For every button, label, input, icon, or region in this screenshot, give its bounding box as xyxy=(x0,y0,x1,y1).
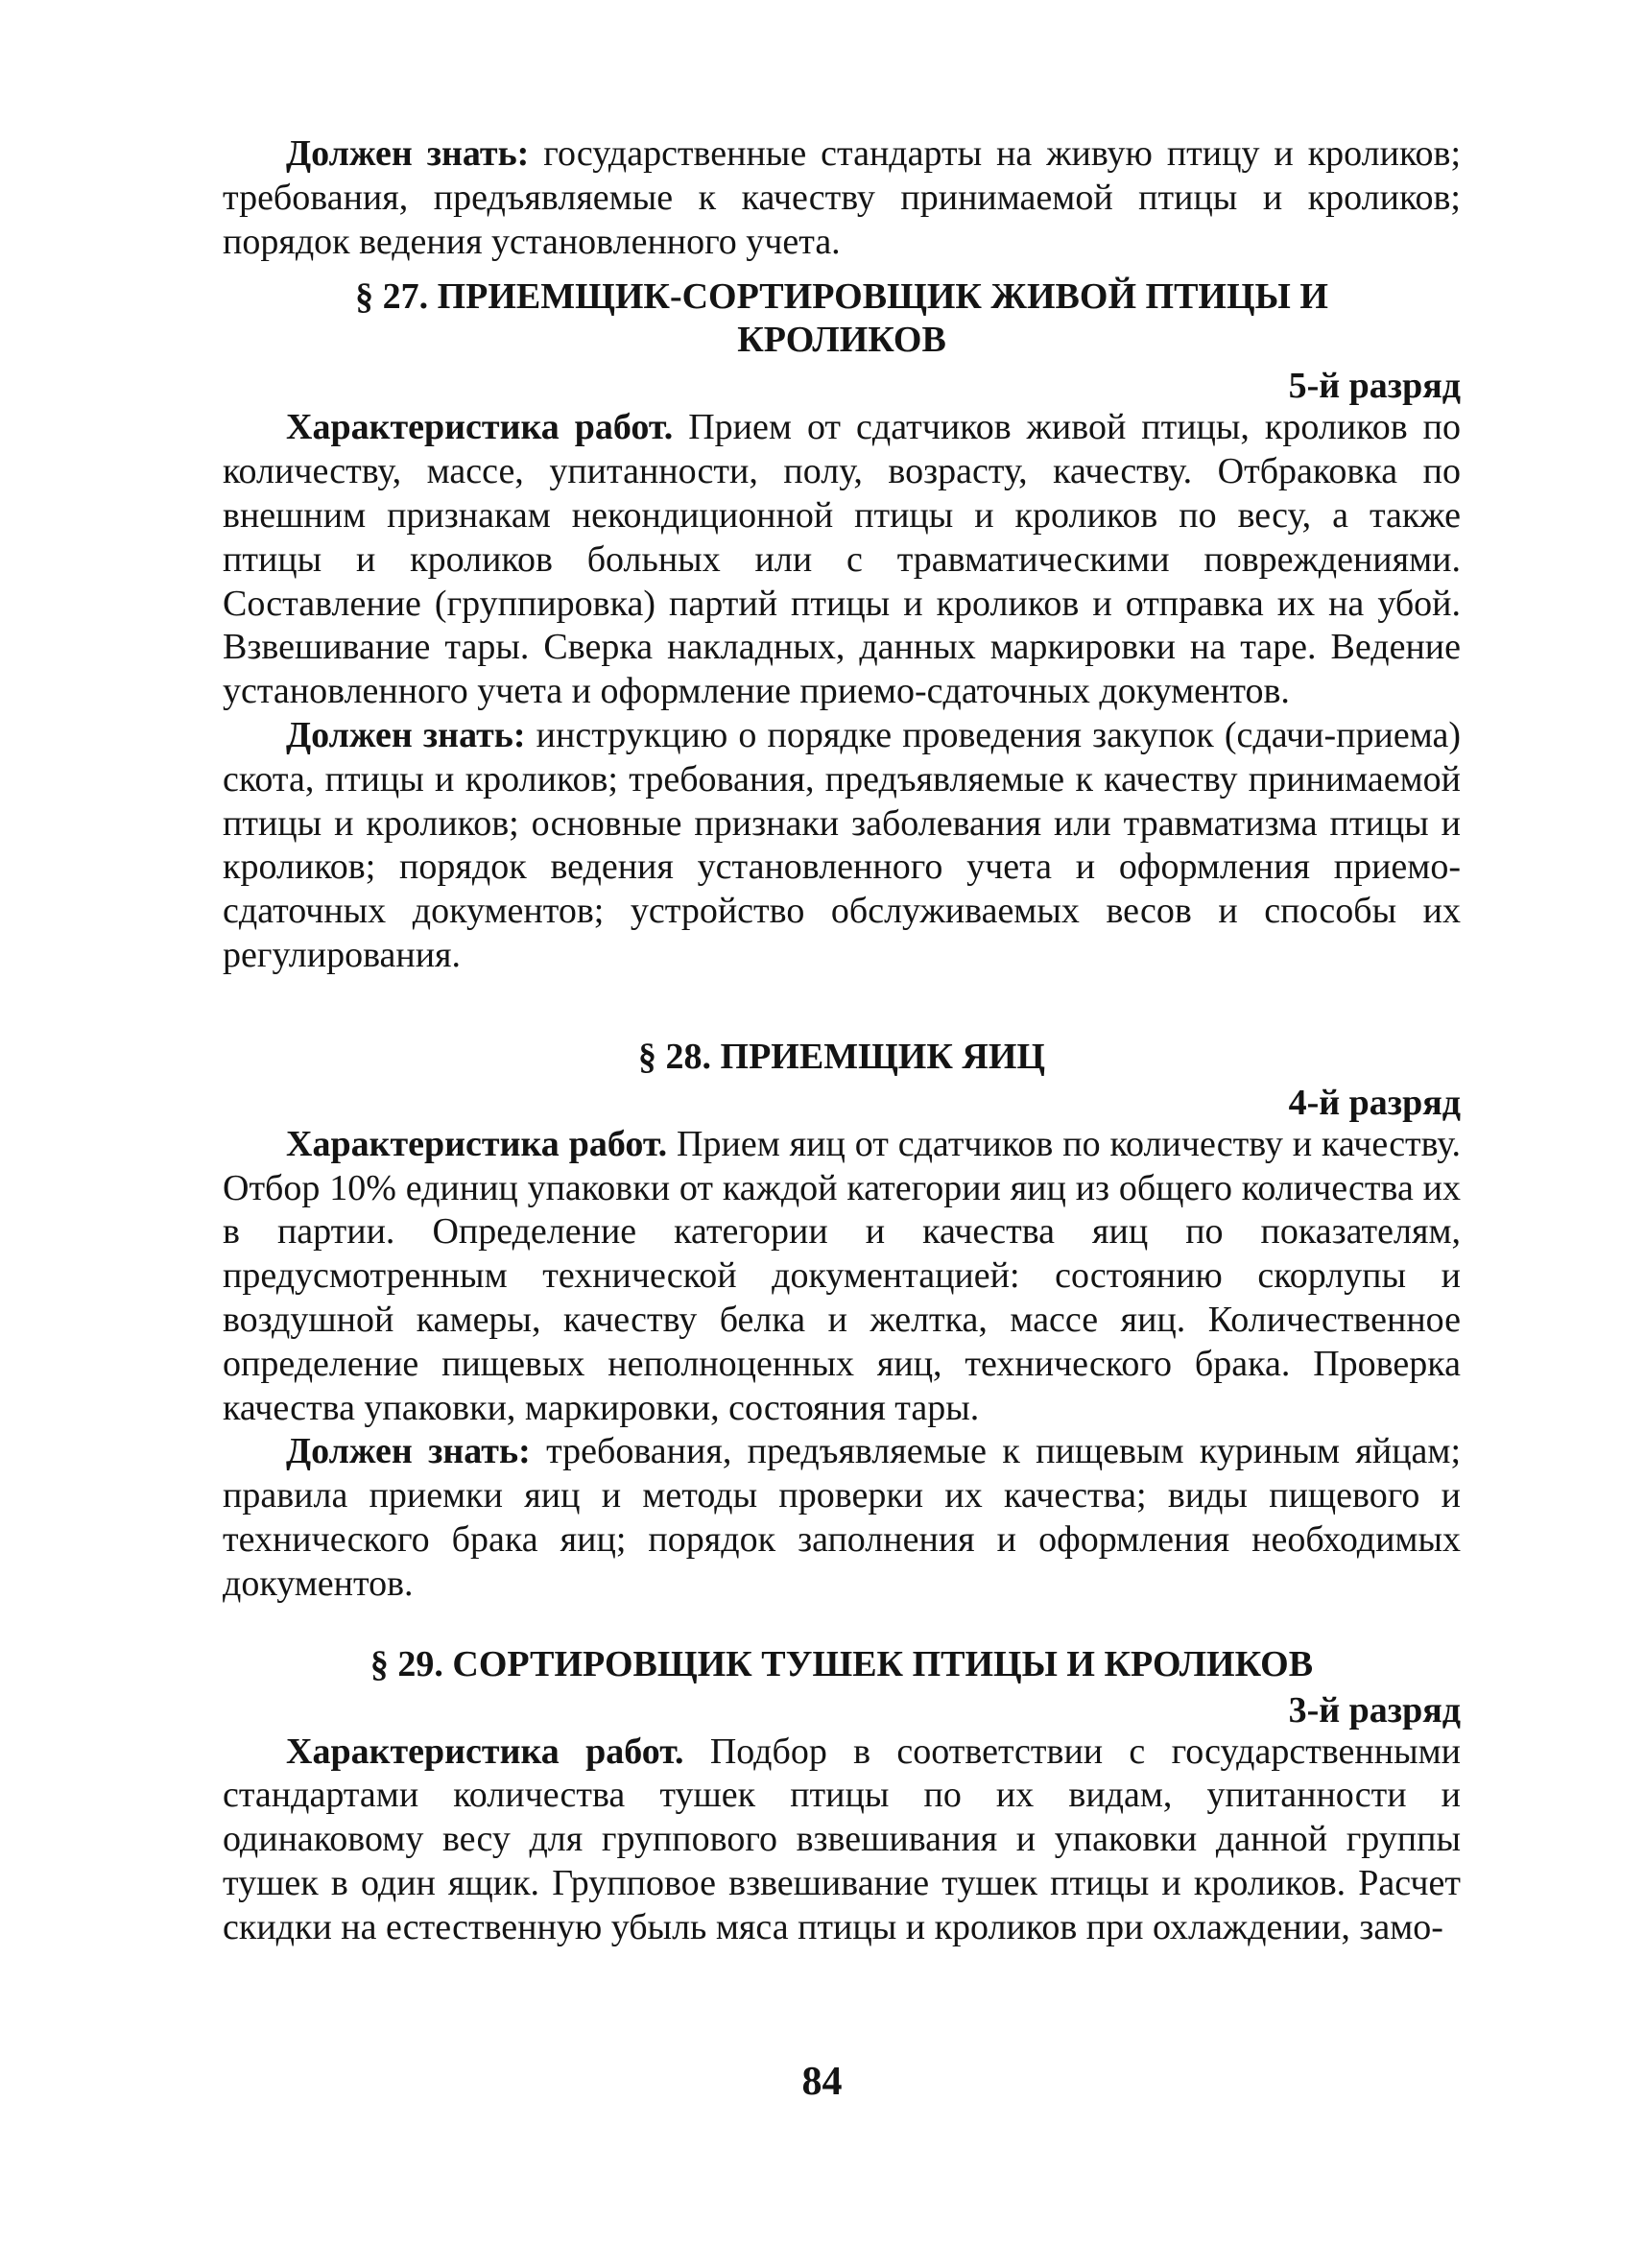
intro-know-paragraph xyxy=(223,132,1461,264)
know-text: требования, предъявляемые к пищевым куриным яйцам; правила приемки яиц и методы проверки их качества; виды пищевого и технического брака яиц; порядок заполнения и оформления необходимых документов. xyxy=(223,1431,1461,1604)
know-label: Должен знать: xyxy=(286,133,530,174)
know-label: Должен знать: xyxy=(286,1431,531,1472)
section-title xyxy=(223,275,1461,362)
section-title-line2: КРОЛИКОВ xyxy=(737,320,946,361)
know-text: инструкцию о порядке проведения закупок (сдачи-приема) скота, птицы и кроликов; требования, предъявляемые к качеству принимаемой птицы и кроликов; основные признаки заболевания или травматизма птицы и кроликов; порядок ведения установленного учета и оформления приемо-сдаточных документов; устройство обслуживаемых весов и способы их регулирования. xyxy=(223,714,1461,975)
section-27 xyxy=(223,275,1461,977)
section-title: § 28. ПРИЕМЩИК ЯИЦ xyxy=(638,1036,1045,1077)
section-28 xyxy=(223,1036,1461,1607)
section-title: § 29. СОРТИРОВЩИК ТУШЕК ПТИЦЫ И КРОЛИКОВ xyxy=(369,1643,1314,1684)
know-text: государственные стандарты на живую птицу и кроликов; требования, предъявляемые к качеству принимаемой птицы и кроликов; порядок ведения установленного учета. xyxy=(223,133,1461,262)
characteristic-text: Подбор в соответствии с государственными стандартами количества тушек птицы по их видам, упитанности и одинаковому весу для группового взвешивания и упаковки данной группы тушек в один ящик. Групповое взвешивание тушек птицы и кроликов. Расчет скидки на естественную убыль мяса птицы и кроликов при охлаждении, замо- xyxy=(223,1731,1461,1947)
characteristic-label: Характеристика работ. xyxy=(286,407,674,448)
characteristic-text: Прием от сдатчиков живой птицы, кроликов по количеству, массе, упитанности, полу, возрасту, качеству. Отбраковка по внешним признакам некондиционной птицы и кроликов по весу, а также птицы и кроликов больных или с травматическими повреждениями. Составление (группировка) партий птицы и кроликов и отправка их на убой. Взвешивание тары. Сверка накладных, данных маркировки на таре. Ведение установленного учета и оформление приемо-сдаточных документов. xyxy=(223,407,1462,712)
characteristic-text: Прием яиц от сдатчиков по количеству и качеству. Отбор 10% единиц упаковки от каждой категории яиц из общего количества их в партии. Определение категории и качества яиц по показателям, предусмотренным технической документацией: состоянию скорлупы и воздушной камеры, качеству белка и желтка, массе яиц. Количественное определение пищевых неполноценных яиц, технического брака. Проверка качества упаковки, маркировки, состояния тары. xyxy=(223,1123,1462,1428)
page-body xyxy=(223,132,1461,1950)
grade-label: 5-й разряд xyxy=(1288,366,1461,407)
know-paragraph xyxy=(223,1430,1461,1606)
know-paragraph xyxy=(223,714,1461,978)
section-title-line1: § 27. ПРИЕМЩИК-СОРТИРОВЩИК ЖИВОЙ ПТИЦЫ И xyxy=(355,276,1328,318)
grade-label: 4-й разряд xyxy=(1288,1082,1461,1123)
characteristic-paragraph xyxy=(223,406,1461,714)
characteristic-label: Характеристика работ. xyxy=(286,1731,684,1772)
section-29 xyxy=(223,1643,1461,1950)
characteristic-paragraph xyxy=(223,1731,1461,1950)
grade-label: 3-й разряд xyxy=(1288,1689,1461,1731)
characteristic-paragraph xyxy=(223,1123,1461,1431)
characteristic-label: Характеристика работ. xyxy=(286,1123,668,1164)
page-number: 84 xyxy=(801,2060,843,2104)
know-label: Должен знать: xyxy=(286,714,526,755)
